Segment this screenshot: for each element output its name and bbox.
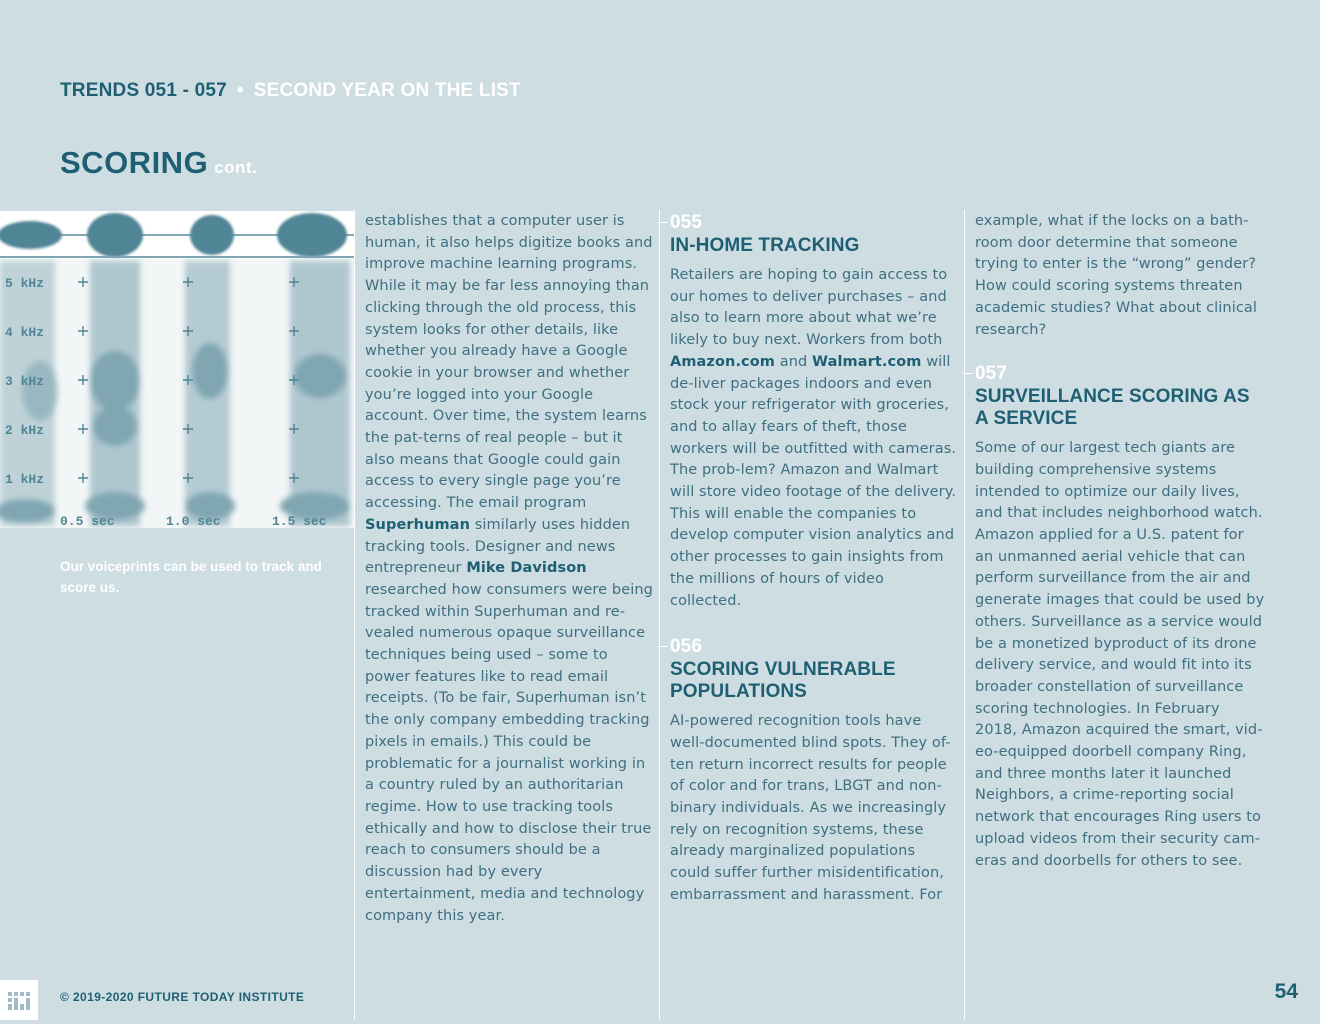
title-main: SCORING — [60, 145, 209, 180]
mention-mike-davidson: Mike Davidson — [466, 560, 587, 577]
time-label: 0.5 sec — [60, 514, 115, 528]
freq-label: 3 kHz — [5, 374, 45, 389]
body-text: establishes that a computer user is human, it also helps digitize books and improve machine learning programs. While it may be far less annoying than clicking through the old process, this system looks for other details, like whether you already have a Google cookie in your browser and whether you’re logged into your Google account. Over time, the system learns the pat-terns of real people – but it also means that Google could gain access to every single page you’re accessing. The email program — [365, 213, 653, 512]
page-title — [60, 145, 257, 181]
spectrogram-graphic — [0, 211, 354, 528]
section-header — [60, 80, 521, 102]
trend-number-056: 056 — [670, 635, 958, 659]
trend-number-055: 055 — [670, 211, 958, 235]
body-text: Retailers are hoping to gain access to our homes to deliver purchases – and also to learn more about what we’re likely to buy next. Workers from both — [670, 267, 948, 349]
freq-label: 1 kHz — [5, 472, 45, 487]
page-number: 54 — [1274, 980, 1298, 1003]
body-text: researched how consumers were being tracked within Superhuman and re-vealed numerous opaque surveillance techniques being used – some to power features like to read email receipts. (To be fair, Superhuman isn’t the only company embedding tracking pixels in emails.) This could be problematic for a journalist working in a country ruled by an authoritarian regime. How to use tracking tools ethically and how to disclose their true reach to consumers should be a discussion had by every entertainment, media and technology company this year. — [365, 581, 653, 924]
body-column-2 — [670, 211, 958, 907]
column-divider — [659, 210, 660, 1020]
trend-heading-in-home-tracking: IN-HOME TRACKING — [670, 235, 860, 256]
body-paragraph: AI-powered recognition tools have well-documented blind spots. They of-ten return incorrect results for people of color and for trans, LBGT and non-binary individuals. As we increasingly rely on recognition systems, these already marginalized populations could suffer further misidentification, embarrassment and harassment. For — [670, 713, 951, 903]
column-divider — [964, 210, 965, 1020]
body-paragraph: example, what if the locks on a bath-room door determine that someone trying to enter is the “wrong” gender? How could scoring systems threaten academic studies? What about clinical research? — [975, 213, 1258, 338]
spectrogram-figure — [0, 211, 354, 528]
trends-range: TRENDS 051 - 057 — [60, 80, 227, 101]
freq-label: 5 kHz — [5, 276, 45, 291]
header-separator: • — [236, 80, 244, 101]
body-paragraph: Some of our largest tech giants are building comprehensive systems intended to optimize our daily lives, and that includes neighborhood watch. Amazon applied for a U.S. patent for an unmanned aerial vehicle that can perform surveillance from the air and generate images that could be used by others. Surveillance as a service would be a monetized byproduct of its drone delivery service, and would fit into its broader constellation of surveillance scoring technologies. In February 2018, Amazon acquired the smart, vid-eo-equipped doorbell company Ring, and three months later it launched Neighbors, a crime-reporting social network that encourages Ring users to upload videos from their security cam-eras and doorbells for others to see. — [975, 440, 1265, 869]
body-column-1 — [365, 211, 653, 927]
column-divider — [354, 210, 355, 1020]
body-paragraph — [670, 265, 958, 612]
mention-superhuman: Superhuman — [365, 516, 470, 533]
time-label: 1.0 sec — [166, 514, 221, 528]
body-text: similarly uses hidden tracking tools. Designer and news entrepreneur — [365, 516, 631, 577]
body-text: will de-liver packages indoors and even stock your refrigerator with groceries, and to allay fears of theft, those workers will be outfitted with cameras. The prob-lem? Amazon and Walmart will store video footage of the delivery. This will enable the companies to develop computer vision analytics and other processes to gain insights from the millions of hours of video collected. — [670, 353, 957, 609]
time-label: 1.5 sec — [272, 514, 327, 528]
body-paragraph — [365, 211, 653, 927]
header-subtitle: SECOND YEAR ON THE LIST — [253, 80, 521, 101]
mention-amazon: Amazon.com — [670, 353, 776, 370]
freq-label: 2 kHz — [5, 423, 45, 438]
trend-heading-surveillance-scoring: SURVEILLANCE SCORING AS A SERVICE — [975, 386, 1250, 430]
copyright: © 2019-2020 FUTURE TODAY INSTITUTE — [60, 990, 305, 1004]
body-text: and — [775, 353, 813, 370]
figure-caption: Our voiceprints can be used to track and score us. — [60, 559, 322, 595]
mention-walmart: Walmart.com — [812, 353, 922, 370]
title-cont: cont. — [214, 158, 258, 177]
body-column-3 — [975, 211, 1265, 872]
trend-number-057: 057 — [975, 362, 1265, 386]
fti-logo-icon — [0, 980, 38, 1020]
trend-heading-scoring-vulnerable: SCORING VULNERABLE POPULATIONS — [670, 659, 896, 703]
freq-label: 4 kHz — [5, 325, 45, 340]
